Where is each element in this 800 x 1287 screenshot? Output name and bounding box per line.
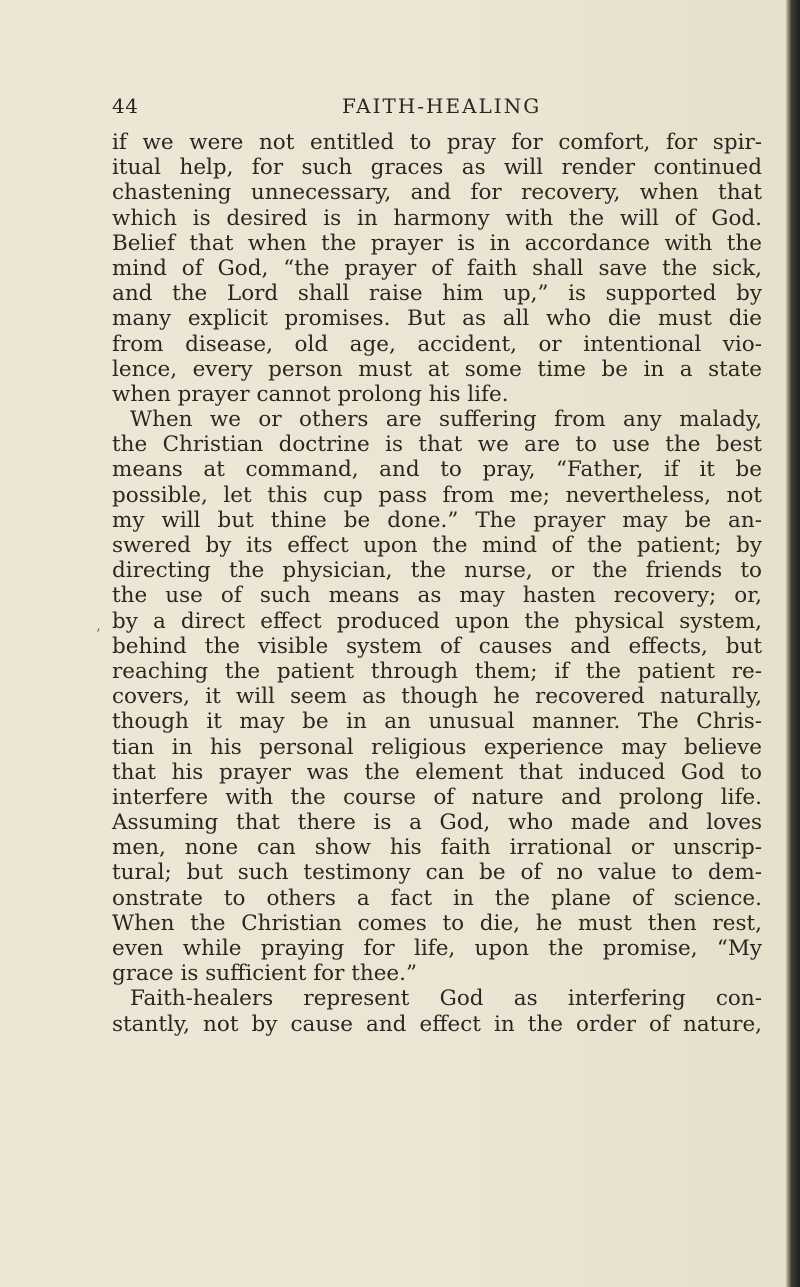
text-line: men, none can show his faith irrational or unscrip- xyxy=(112,835,762,861)
running-head: FAITH-HEALING xyxy=(342,94,542,118)
text-line: itual help, for such graces as will render continued xyxy=(112,155,762,181)
text-line: means at command, and to pray, “Father, if it be xyxy=(112,457,762,483)
text-line: chastening unnecessary, and for recovery, when that xyxy=(112,180,762,206)
text-line: by a direct effect produced upon the physical system, xyxy=(112,608,762,634)
text-line: when prayer cannot prolong his life. xyxy=(112,381,509,407)
page-header xyxy=(112,94,752,124)
text-line: When we or others are suffering from any malady, xyxy=(130,407,762,433)
text-line: Faith-healers represent God as interfering con- xyxy=(130,986,762,1012)
margin-mark: ’ xyxy=(96,627,101,643)
text-line: which is desired is in harmony with the will of God. xyxy=(112,205,762,231)
text-line: lence, every person must at some time be in a state xyxy=(112,356,762,382)
text-line: tian in his personal religious experience may believe xyxy=(112,734,762,760)
text-line: directing the physician, the nurse, or the friends to xyxy=(112,558,762,584)
text-line: Assuming that there is a God, who made and loves xyxy=(112,810,762,836)
text-line: onstrate to others a fact in the plane of science. xyxy=(112,885,762,911)
body-text xyxy=(112,130,762,1037)
page-number: 44 xyxy=(112,94,139,118)
text-line: tural; but such testimony can be of no value to dem- xyxy=(112,860,762,886)
text-line: many explicit promises. But as all who die must die xyxy=(112,306,762,332)
text-line: interfere with the course of nature and prolong life. xyxy=(112,784,762,810)
page-edge xyxy=(786,0,800,1287)
text-line: even while praying for life, upon the promise, “My xyxy=(112,936,762,961)
text-line: reaching the patient through them; if the patient re- xyxy=(112,658,762,684)
text-line: stantly, not by cause and effect in the order of nature, xyxy=(112,1011,762,1037)
text-line: that his prayer was the element that induced God to xyxy=(112,759,762,785)
text-line: possible, let this cup pass from me; nevertheless, not xyxy=(112,482,762,508)
text-line: the Christian doctrine is that we are to use the best xyxy=(112,432,762,458)
text-line: my will but thine be done.” The prayer may be an- xyxy=(112,507,762,533)
text-line: the use of such means as may hasten recovery; or, xyxy=(112,583,762,609)
text-line: grace is sufficient for thee.” xyxy=(112,961,417,987)
text-line: behind the visible system of causes and effects, but xyxy=(112,633,762,659)
text-line: covers, it will seem as though he recovered naturally, xyxy=(112,684,762,710)
text-line: if we were not entitled to pray for comfort, for spir- xyxy=(112,130,762,155)
text-line: from disease, old age, accident, or intentional vio- xyxy=(112,331,762,357)
text-line: When the Christian comes to die, he must then rest, xyxy=(112,910,762,936)
text-line: and the Lord shall raise him up,” is supported by xyxy=(112,281,762,307)
text-line: mind of God, “the prayer of faith shall save the sick, xyxy=(112,255,762,281)
text-line: though it may be in an unusual manner. The Chris- xyxy=(112,709,762,735)
text-line: Belief that when the prayer is in accordance with the xyxy=(112,230,762,256)
text-line: swered by its effect upon the mind of the patient; by xyxy=(112,533,762,558)
